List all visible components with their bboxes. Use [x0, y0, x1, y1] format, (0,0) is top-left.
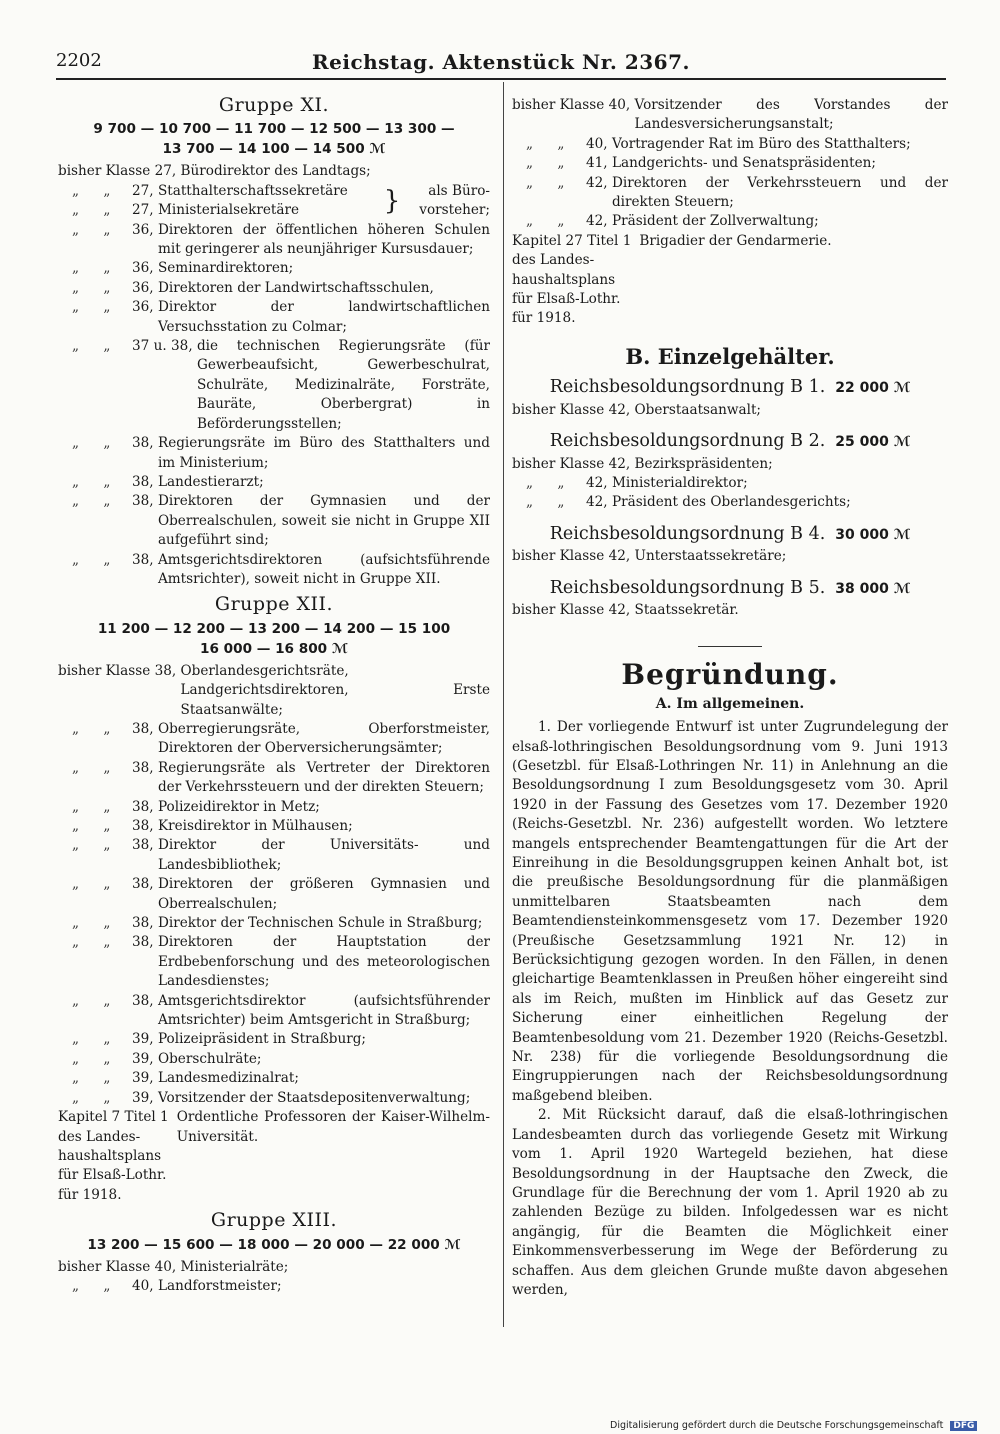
- kapitel-line: Kapitel 7 Titel 1: [58, 1109, 169, 1126]
- entry-label: 38,: [132, 720, 154, 737]
- entry-label: bisher Klasse 38,: [58, 662, 177, 679]
- ditto-marks: „ „: [72, 279, 121, 296]
- column-divider: [503, 82, 504, 1327]
- entry: [512, 96, 948, 135]
- entry-label: 36,: [132, 299, 154, 316]
- entry-text: Direktoren der Landwirtschaftsschulen,: [157, 279, 434, 296]
- entry: [512, 601, 948, 620]
- entry-text: Bezirkspräsidenten;: [634, 455, 773, 472]
- section-title-gruppe-xiii: Gruppe XIII.: [210, 1209, 338, 1232]
- entry-label: 38,: [132, 435, 154, 452]
- entry: [58, 473, 490, 492]
- ditto-marks: „ „: [72, 934, 121, 951]
- brace-side-text: als Büro- vorsteher;: [419, 182, 490, 219]
- kapitel-line: für 1918.: [58, 1186, 122, 1203]
- kapitel-line: haushaltsplans: [512, 271, 616, 288]
- entry-label: bisher Klasse 42,: [512, 401, 631, 418]
- section-title-begruendung: Begründung.: [621, 658, 839, 692]
- page-number: 2202: [56, 50, 102, 71]
- ditto-marks: „ „: [72, 299, 121, 316]
- entry-label: 38,: [132, 493, 154, 510]
- ditto-marks: „ „: [72, 493, 121, 510]
- entry-text: Regierungsräte im Büro des Statthalters und im Ministerium;: [157, 435, 490, 471]
- entry: [58, 992, 490, 1031]
- ditto-marks: „ „: [72, 720, 121, 737]
- pay-scale: [58, 619, 490, 659]
- entry-label: 38,: [132, 934, 154, 951]
- ditto-marks: „ „: [72, 1031, 121, 1048]
- entry-text: Oberregierungsräte, Oberforstmeister, Direktoren der Oberversicherungsämter;: [157, 720, 490, 757]
- entry-text: die technischen Regierungsräte (für Gewerbeaufsicht, Gewerbeschulrat, Schulräte, Medizinalräte, Forsträte, Bauräte, Oberbergrat) in Beförderungsstellen;: [196, 338, 490, 432]
- entry: [512, 135, 948, 154]
- ditto-marks: „ „: [526, 474, 575, 491]
- entry-label: 40,: [586, 135, 608, 152]
- ordnung-name: Reichsbesoldungsordnung B 4.: [549, 523, 826, 544]
- section-divider: [698, 646, 762, 647]
- entry-text: Landestierarzt;: [157, 473, 264, 490]
- entry-text: Vortragender Rat im Büro des Statthalters;: [611, 135, 911, 152]
- entry: [58, 1030, 490, 1049]
- ditto-marks: „ „: [72, 1277, 121, 1294]
- ditto-marks: „ „: [72, 473, 121, 490]
- section-title-gruppe-xii: Gruppe XII.: [214, 593, 334, 616]
- entry-text: Amtsgerichtsdirektor (aufsichtsführender Amtsrichter) beim Amtsgericht in Straßburg;: [157, 992, 490, 1029]
- ditto-marks: „ „: [72, 221, 121, 238]
- entry-label: 38,: [132, 915, 154, 932]
- ordnung-heading-b5: [512, 579, 948, 599]
- entry: [512, 455, 948, 474]
- ditto-marks: „ „: [72, 915, 121, 932]
- entry-label: 27,: [132, 182, 154, 199]
- ditto-marks: „ „: [526, 174, 575, 191]
- ordnung-amount: 38 000 ℳ: [835, 580, 911, 597]
- entry-text: Direktoren der öffentlichen höheren Schulen mit geringerer als neunjähriger Kursusdauer;: [157, 221, 490, 258]
- entry: [512, 493, 948, 512]
- entry: [58, 182, 384, 201]
- entry: [58, 759, 490, 798]
- entry-text: Unterstaatssekretäre;: [634, 548, 787, 565]
- entry-label: 38,: [132, 818, 154, 834]
- entry-label: 38,: [132, 473, 154, 490]
- entry-label: bisher Klasse 42,: [512, 548, 631, 565]
- entry-text: Staatssekretär.: [634, 601, 739, 618]
- entry-text: Regierungsräte als Vertreter der Direktoren der Verkehrssteuern und der direkten Steuern;: [157, 759, 490, 796]
- ditto-marks: „ „: [72, 837, 121, 854]
- ordnung-name: Reichsbesoldungsordnung B 1.: [549, 377, 826, 398]
- kapitel-entry: [58, 1108, 490, 1205]
- brace: }: [383, 186, 401, 217]
- entry-label: 38,: [132, 798, 154, 815]
- ordnung-name: Reichsbesoldungsordnung B 2.: [549, 431, 826, 452]
- entry-text: Kreisdirektor in Mülhausen;: [157, 818, 353, 834]
- entry: [512, 547, 948, 566]
- paragraph: 2. Mit Rücksicht darauf, daß die elsaß-lothringischen Landesbeamten durch das vorliegende Gesetz mit Wirkung vom 1. April 1920 Wartegeld beziehen, hat diese Besoldungsordnung in der Hauptsache den Zweck, die Grundlage für die Berechnung der vom 1. April 1920 ab zu zahlenden Bezüge zu bilden. Infolgedessen war es nicht angängig, für die Beamten die Möglichkeit einer Einkommensverbesserung im Wege der Beförderung zu schaffen. Aus dem gleichen Grunde mußte davon abgesehen werden,: [512, 1107, 948, 1298]
- pay-scale-line: 16 000 — 16 800 ℳ: [200, 640, 348, 657]
- entry: [512, 154, 948, 173]
- entry: [58, 836, 490, 875]
- paragraph: 1. Der vorliegende Entwurf ist unter Zugrundelegung der elsaß-lothringischen Besoldungsordnung vom 9. Juni 1913 (Gesetzbl. für Elsaß-Lothringen Nr. 11) in Anlehnung an die Besoldungsordnung I zum Besoldungsgesetz vom 30. April 1920 in der Fassung des Gesetzes vom 17. Dezember 1920 (Reichs-Gesetzbl. Nr. 236) aufgestellt worden. Wo letztere mangels entsprechender Beamtengattungen für die Art der Einreihung in die Besoldungsgruppen keinen Anhalt bot, ist die preußische Besoldungsordnung für die planmäßigen unmittelbaren Staatsbeamten nach dem Beamtendiensteinkommensgesetz vom 17. Dezember 1920 (Preußische Gesetzsammlung 1921 Nr. 12) in Berücksichtigung gezogen worden. In den Fällen, in denen gleichartige Beamtenklassen in Preußen höher eingereiht sind als im Reich, mußten im Hinblick auf das Gesetz zur Sicherung einer einheitlichen Regelung der Beamtenbesoldung vom 21. Dezember 1920 (Reichs-Gesetzbl. Nr. 238) für die vorliegende Besoldungsordnung die Eingruppierungen nach der Reichsbesoldungsordnung maßgebend bleiben.: [512, 719, 948, 1104]
- kapitel-line: für 1918.: [512, 310, 576, 327]
- entry-label: 39,: [132, 1089, 154, 1106]
- ditto-marks: „ „: [72, 260, 121, 277]
- ditto-marks: „ „: [72, 1070, 121, 1087]
- entry: [58, 298, 490, 337]
- entry-label: 41,: [586, 155, 608, 172]
- ordnung-heading-b2: [512, 432, 948, 452]
- entry: [58, 492, 490, 550]
- entry: [58, 1277, 490, 1296]
- pay-scale-line: 9 700 — 10 700 — 11 700 — 12 500 — 13 300 —: [93, 121, 455, 138]
- ditto-marks: „ „: [72, 551, 121, 568]
- entry: [58, 434, 490, 473]
- entry-label: 42,: [586, 494, 608, 511]
- kapitel-line: des Landes-: [58, 1128, 141, 1145]
- entry: [58, 221, 490, 260]
- entry-text: Polizeidirektor in Metz;: [157, 798, 320, 815]
- ditto-marks: „ „: [72, 1089, 121, 1106]
- entry-label: bisher Klasse 27,: [58, 163, 177, 180]
- ditto-marks: „ „: [526, 135, 575, 152]
- entry-label: bisher Klasse 42,: [512, 601, 631, 618]
- kapitel-line: des Landes-: [512, 252, 595, 269]
- footer-credit: [610, 1420, 977, 1431]
- section-title-gruppe-xi: Gruppe XI.: [218, 94, 330, 116]
- entry-text: Direktoren der Gymnasien und der Oberrealschulen, soweit sie nicht in Gruppe XII aufgeführt sind;: [157, 493, 490, 549]
- ditto-marks: „ „: [72, 182, 121, 199]
- entry: [58, 279, 490, 298]
- entry: [58, 201, 384, 220]
- entry: [512, 401, 948, 420]
- section-title-einzelgehaelter: B. Einzelgehälter.: [625, 343, 835, 369]
- entry-text: Ministerialräte;: [180, 1258, 289, 1275]
- ditto-marks: „ „: [526, 155, 575, 172]
- pay-scale: [58, 119, 490, 159]
- entry-label: bisher Klasse 42,: [512, 455, 631, 472]
- header-rule: [56, 78, 946, 80]
- pay-scale-line: 11 200 — 12 200 — 13 200 — 14 200 — 15 100: [97, 620, 451, 637]
- entry-text: Seminardirektoren;: [157, 260, 294, 277]
- entry: [58, 337, 490, 434]
- ditto-marks: „ „: [72, 435, 121, 452]
- entry-text: Landgerichts- und Senatspräsidenten;: [611, 155, 877, 172]
- entry-label: 38,: [132, 759, 154, 776]
- entry-text: Oberschulräte;: [157, 1050, 262, 1067]
- entry-label: 39,: [132, 1050, 154, 1067]
- ditto-marks: „ „: [72, 202, 121, 219]
- entry-text: Direktor der landwirtschaftlichen Versuchsstation zu Colmar;: [157, 299, 490, 335]
- entry: [58, 551, 490, 590]
- ditto-marks: „ „: [526, 494, 575, 511]
- entry: [58, 162, 490, 181]
- ordnung-amount: 22 000 ℳ: [835, 380, 911, 397]
- entry-text: Oberstaatsanwalt;: [634, 401, 761, 418]
- entry-label: 38,: [132, 992, 154, 1009]
- entry-label: bisher Klasse 40,: [58, 1258, 177, 1275]
- entry-label: 27,: [132, 202, 154, 219]
- entry-text: Vorsitzender des Vorstandes der Landesversicherungsanstalt;: [634, 97, 948, 133]
- entry-label: 38,: [132, 876, 154, 893]
- entry-text: Direktoren der größeren Gymnasien und Oberrealschulen;: [157, 876, 490, 912]
- entry-text: Direktor der Technischen Schule in Straßburg;: [157, 915, 483, 932]
- entry-label: 42,: [586, 174, 608, 191]
- footer-text: Digitalisierung gefördert durch die Deutsche Forschungsgemeinschaft: [610, 1420, 944, 1431]
- ditto-marks: „ „: [72, 1050, 121, 1067]
- kapitel-text: Brigadier der Gendarmerie.: [639, 232, 832, 249]
- entry-text: Amtsgerichtsdirektoren (aufsichtsführende Amtsrichter), soweit nicht in Gruppe XII.: [157, 551, 490, 587]
- entry-label: 38,: [132, 837, 154, 854]
- entry-text: Ministerialdirektor;: [611, 474, 748, 491]
- entry-label: 37 u. 38,: [132, 338, 193, 355]
- kapitel-reference: [58, 1108, 169, 1205]
- entry: [58, 817, 490, 836]
- entry-text: Bürodirektor des Landtags;: [180, 163, 371, 180]
- entry-text: Ministerialsekretäre: [157, 202, 300, 219]
- entry-label: bisher Klasse 40,: [512, 97, 631, 113]
- ditto-marks: „ „: [72, 876, 121, 893]
- entry-text: Präsident der Zollverwaltung;: [611, 213, 819, 230]
- entry-label: 36,: [132, 260, 154, 277]
- entry-text: Polizeipräsident in Straßburg;: [157, 1031, 367, 1048]
- ordnung-heading-b1: [512, 378, 948, 398]
- ordnung-amount: 30 000 ℳ: [835, 526, 911, 543]
- pay-scale-line: 13 700 — 14 100 — 14 500 ℳ: [162, 141, 386, 158]
- kapitel-reference: [512, 232, 631, 329]
- kapitel-line: für Elsaß-Lothr.: [58, 1167, 167, 1184]
- ditto-marks: „ „: [72, 338, 121, 355]
- ditto-marks: „ „: [72, 818, 121, 834]
- entry: [58, 875, 490, 914]
- ditto-marks: „ „: [72, 992, 121, 1009]
- right-column: [512, 96, 948, 1300]
- ditto-marks: „ „: [72, 798, 121, 815]
- entry-text: Präsident des Oberlandesgerichts;: [611, 494, 851, 511]
- ditto-marks: „ „: [526, 213, 575, 230]
- entry-label: 39,: [132, 1031, 154, 1048]
- entry-label: 40,: [132, 1277, 154, 1294]
- ordnung-amount: 25 000 ℳ: [835, 434, 911, 451]
- entry-text: Oberlandesgerichtsräte, Landgerichtsdirektoren, Erste Staatsanwälte;: [180, 662, 490, 718]
- entry-text: Direktoren der Hauptstation der Erdbebenforschung und des meteorologischen Landesdienstes;: [157, 934, 490, 990]
- entry: [58, 933, 490, 991]
- entry-label: 39,: [132, 1070, 154, 1087]
- entry: [58, 914, 490, 933]
- entry-text: Statthalterschaftssekretäre: [157, 182, 348, 199]
- dfg-logo: DFG: [950, 1421, 977, 1431]
- entry-text: Direktoren der Verkehrssteuern und der direkten Steuern;: [611, 174, 948, 211]
- entry-label: 36,: [132, 279, 154, 296]
- running-head: Reichstag. Aktenstück Nr. 2367.: [312, 50, 690, 74]
- kapitel-line: Kapitel 27 Titel 1: [512, 232, 632, 249]
- entry: [512, 174, 948, 213]
- entry: [58, 798, 490, 817]
- kapitel-entry: [512, 232, 948, 329]
- kapitel-text: Ordentliche Professoren der Kaiser-Wilhelm-Universität.: [176, 1109, 490, 1145]
- kapitel-line: für Elsaß-Lothr.: [512, 291, 621, 308]
- entry-label: 36,: [132, 221, 154, 238]
- entry: [512, 212, 948, 231]
- pay-scale: 13 200 — 15 600 — 18 000 — 20 000 — 22 000 ℳ: [87, 1236, 461, 1253]
- subsection-title: A. Im allgemeinen.: [655, 695, 805, 712]
- entry-text: Landesmedizinalrat;: [157, 1070, 299, 1087]
- entry: [58, 662, 490, 720]
- entry: [58, 1089, 490, 1108]
- entry: [512, 474, 948, 493]
- brace-group: [58, 182, 490, 221]
- entry-text: Direktor der Universitäts- und Landesbibliothek;: [157, 837, 490, 873]
- ordnung-heading-b4: [512, 525, 948, 545]
- entry-label: 42,: [586, 213, 608, 230]
- entry: [58, 259, 490, 278]
- entry: [58, 1050, 490, 1069]
- entry-label: 42,: [586, 474, 608, 491]
- entry: [58, 720, 490, 759]
- kapitel-line: haushaltsplans: [58, 1147, 162, 1164]
- entry-text: Landforstmeister;: [157, 1277, 282, 1294]
- entry: [58, 1069, 490, 1088]
- entry: [58, 1258, 490, 1277]
- left-column: [58, 90, 490, 1296]
- ditto-marks: „ „: [72, 759, 121, 776]
- page-header: [56, 50, 946, 76]
- entry-text: Vorsitzender der Staatsdepositenverwaltung;: [157, 1089, 471, 1106]
- ordnung-name: Reichsbesoldungsordnung B 5.: [549, 577, 826, 598]
- entry-label: 38,: [132, 551, 154, 568]
